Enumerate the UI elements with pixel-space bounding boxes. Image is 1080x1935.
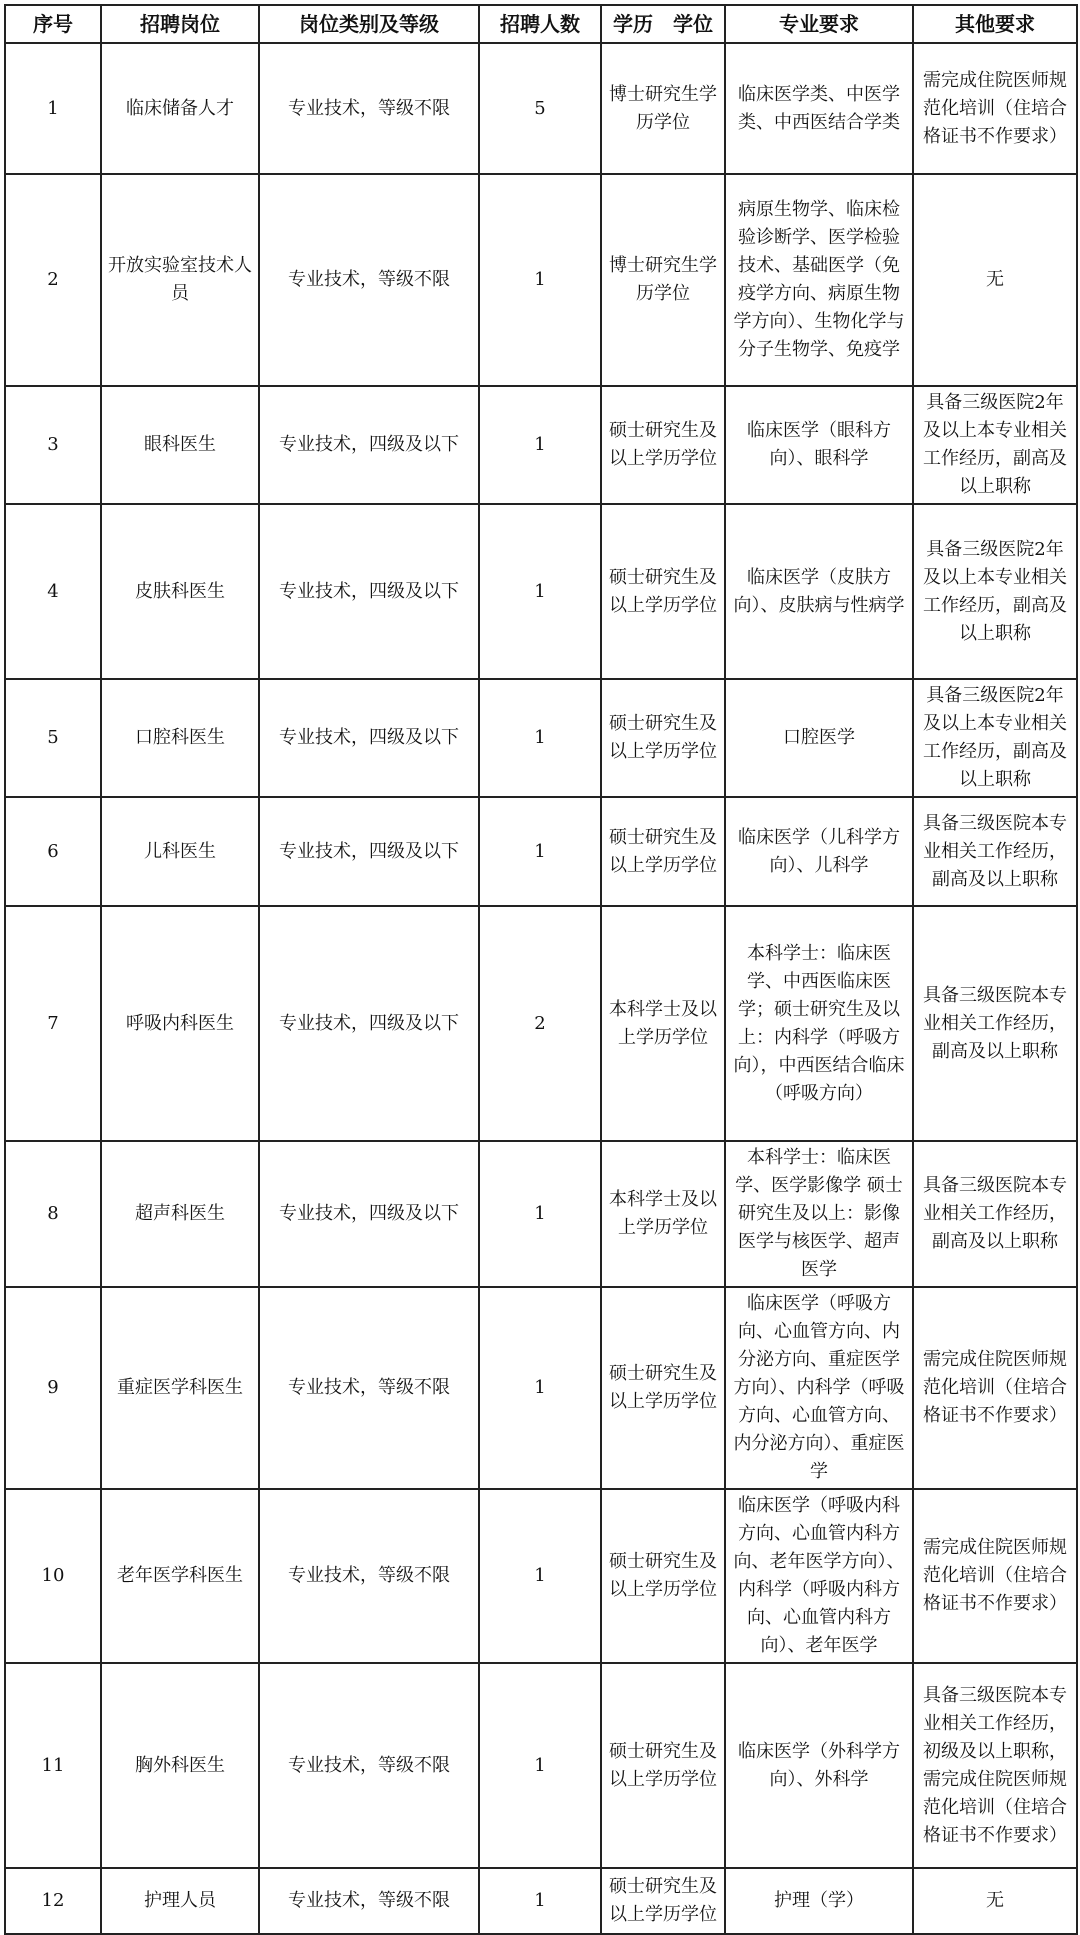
table-row	[5, 1868, 1077, 1934]
cell-education: 硕士研究生及以上学历学位	[601, 797, 725, 906]
table-row	[5, 679, 1077, 797]
cell-education: 硕士研究生及以上学历学位	[601, 1287, 725, 1489]
table-row	[5, 906, 1077, 1141]
cell-no: 12	[5, 1868, 101, 1934]
cell-major: 临床医学（呼吸内科方向、心血管内科方向、老年医学方向）、内科学（呼吸内科方向、心血管内科方向）、老年医学	[725, 1489, 913, 1663]
cell-no: 8	[5, 1141, 101, 1287]
cell-category: 专业技术，等级不限	[259, 1489, 479, 1663]
cell-major: 本科学士：临床医学、中西医临床医学；硕士研究生及以上：内科学（呼吸方向），中西医结合临床（呼吸方向）	[725, 906, 913, 1141]
cell-post: 超声科医生	[101, 1141, 259, 1287]
header-category: 岗位类别及等级	[259, 5, 479, 43]
cell-no: 11	[5, 1663, 101, 1868]
cell-count: 1	[479, 174, 601, 386]
cell-post: 口腔科医生	[101, 679, 259, 797]
cell-major: 临床医学（儿科学方向）、儿科学	[725, 797, 913, 906]
cell-other: 具备三级医院本专业相关工作经历，副高及以上职称	[913, 1141, 1077, 1287]
cell-other: 具备三级医院2年及以上本专业相关工作经历，副高及以上职称	[913, 386, 1077, 504]
cell-education: 硕士研究生及以上学历学位	[601, 1489, 725, 1663]
cell-education: 本科学士及以上学历学位	[601, 906, 725, 1141]
cell-education: 硕士研究生及以上学历学位	[601, 679, 725, 797]
table-row	[5, 1287, 1077, 1489]
table-row	[5, 504, 1077, 679]
cell-category: 专业技术，等级不限	[259, 1868, 479, 1934]
cell-major: 临床医学类、中医学类、中西医结合学类	[725, 43, 913, 174]
cell-other: 具备三级医院本专业相关工作经历，副高及以上职称	[913, 906, 1077, 1141]
cell-count: 1	[479, 1287, 601, 1489]
header-other: 其他要求	[913, 5, 1077, 43]
cell-post: 老年医学科医生	[101, 1489, 259, 1663]
cell-category: 专业技术，等级不限	[259, 1287, 479, 1489]
cell-major: 病原生物学、临床检验诊断学、医学检验技术、基础医学（免疫学方向、病原生物学方向）、生物化学与分子生物学、免疫学	[725, 174, 913, 386]
cell-education: 本科学士及以上学历学位	[601, 1141, 725, 1287]
cell-count: 1	[479, 386, 601, 504]
table-row	[5, 1663, 1077, 1868]
cell-no: 6	[5, 797, 101, 906]
cell-category: 专业技术，四级及以下	[259, 386, 479, 504]
cell-education: 博士研究生学历学位	[601, 174, 725, 386]
table-row	[5, 386, 1077, 504]
cell-count: 5	[479, 43, 601, 174]
header-education: 学历 学位	[601, 5, 725, 43]
cell-major: 临床医学（眼科方向）、眼科学	[725, 386, 913, 504]
cell-major: 护理（学）	[725, 1868, 913, 1934]
cell-category: 专业技术，等级不限	[259, 1663, 479, 1868]
header-post: 招聘岗位	[101, 5, 259, 43]
header-major: 专业要求	[725, 5, 913, 43]
cell-major: 临床医学（呼吸方向、心血管方向、内分泌方向、重症医学方向）、内科学（呼吸方向、心血管方向、内分泌方向）、重症医学	[725, 1287, 913, 1489]
cell-category: 专业技术，四级及以下	[259, 906, 479, 1141]
header-count: 招聘人数	[479, 5, 601, 43]
cell-major: 本科学士：临床医学、医学影像学 硕士研究生及以上：影像医学与核医学、超声医学	[725, 1141, 913, 1287]
cell-count: 1	[479, 1141, 601, 1287]
cell-other: 具备三级医院本专业相关工作经历，初级及以上职称，需完成住院医师规范化培训（住培合格证书不作要求）	[913, 1663, 1077, 1868]
cell-major: 口腔医学	[725, 679, 913, 797]
cell-post: 开放实验室技术人员	[101, 174, 259, 386]
cell-count: 1	[479, 1868, 601, 1934]
header-row	[5, 5, 1077, 43]
table-row	[5, 174, 1077, 386]
cell-post: 胸外科医生	[101, 1663, 259, 1868]
cell-no: 9	[5, 1287, 101, 1489]
cell-post: 临床储备人才	[101, 43, 259, 174]
cell-other: 具备三级医院2年及以上本专业相关工作经历，副高及以上职称	[913, 504, 1077, 679]
cell-no: 5	[5, 679, 101, 797]
cell-education: 博士研究生学历学位	[601, 43, 725, 174]
cell-count: 1	[479, 679, 601, 797]
cell-other: 无	[913, 1868, 1077, 1934]
table-row	[5, 43, 1077, 174]
cell-count: 2	[479, 906, 601, 1141]
cell-category: 专业技术，等级不限	[259, 174, 479, 386]
cell-post: 眼科医生	[101, 386, 259, 504]
cell-no: 1	[5, 43, 101, 174]
cell-count: 1	[479, 1489, 601, 1663]
cell-count: 1	[479, 797, 601, 906]
cell-no: 4	[5, 504, 101, 679]
cell-education: 硕士研究生及以上学历学位	[601, 1868, 725, 1934]
cell-other: 需完成住院医师规范化培训（住培合格证书不作要求）	[913, 1287, 1077, 1489]
cell-category: 专业技术，等级不限	[259, 43, 479, 174]
cell-no: 2	[5, 174, 101, 386]
cell-other: 无	[913, 174, 1077, 386]
cell-category: 专业技术，四级及以下	[259, 797, 479, 906]
cell-education: 硕士研究生及以上学历学位	[601, 1663, 725, 1868]
cell-other: 需完成住院医师规范化培训（住培合格证书不作要求）	[913, 43, 1077, 174]
cell-major: 临床医学（外科学方向）、外科学	[725, 1663, 913, 1868]
cell-other: 具备三级医院2年及以上本专业相关工作经历，副高及以上职称	[913, 679, 1077, 797]
cell-category: 专业技术，四级及以下	[259, 504, 479, 679]
cell-count: 1	[479, 504, 601, 679]
cell-no: 3	[5, 386, 101, 504]
table-row	[5, 1489, 1077, 1663]
cell-post: 皮肤科医生	[101, 504, 259, 679]
cell-post: 重症医学科医生	[101, 1287, 259, 1489]
cell-major: 临床医学（皮肤方向）、皮肤病与性病学	[725, 504, 913, 679]
table-row	[5, 1141, 1077, 1287]
header-no: 序号	[5, 5, 101, 43]
cell-no: 7	[5, 906, 101, 1141]
cell-education: 硕士研究生及以上学历学位	[601, 504, 725, 679]
cell-post: 呼吸内科医生	[101, 906, 259, 1141]
cell-other: 需完成住院医师规范化培训（住培合格证书不作要求）	[913, 1489, 1077, 1663]
cell-count: 1	[479, 1663, 601, 1868]
cell-post: 儿科医生	[101, 797, 259, 906]
cell-post: 护理人员	[101, 1868, 259, 1934]
cell-category: 专业技术，四级及以下	[259, 679, 479, 797]
cell-no: 10	[5, 1489, 101, 1663]
recruitment-table	[4, 4, 1078, 1935]
cell-education: 硕士研究生及以上学历学位	[601, 386, 725, 504]
table-row	[5, 797, 1077, 906]
cell-other: 具备三级医院本专业相关工作经历，副高及以上职称	[913, 797, 1077, 906]
cell-category: 专业技术，四级及以下	[259, 1141, 479, 1287]
